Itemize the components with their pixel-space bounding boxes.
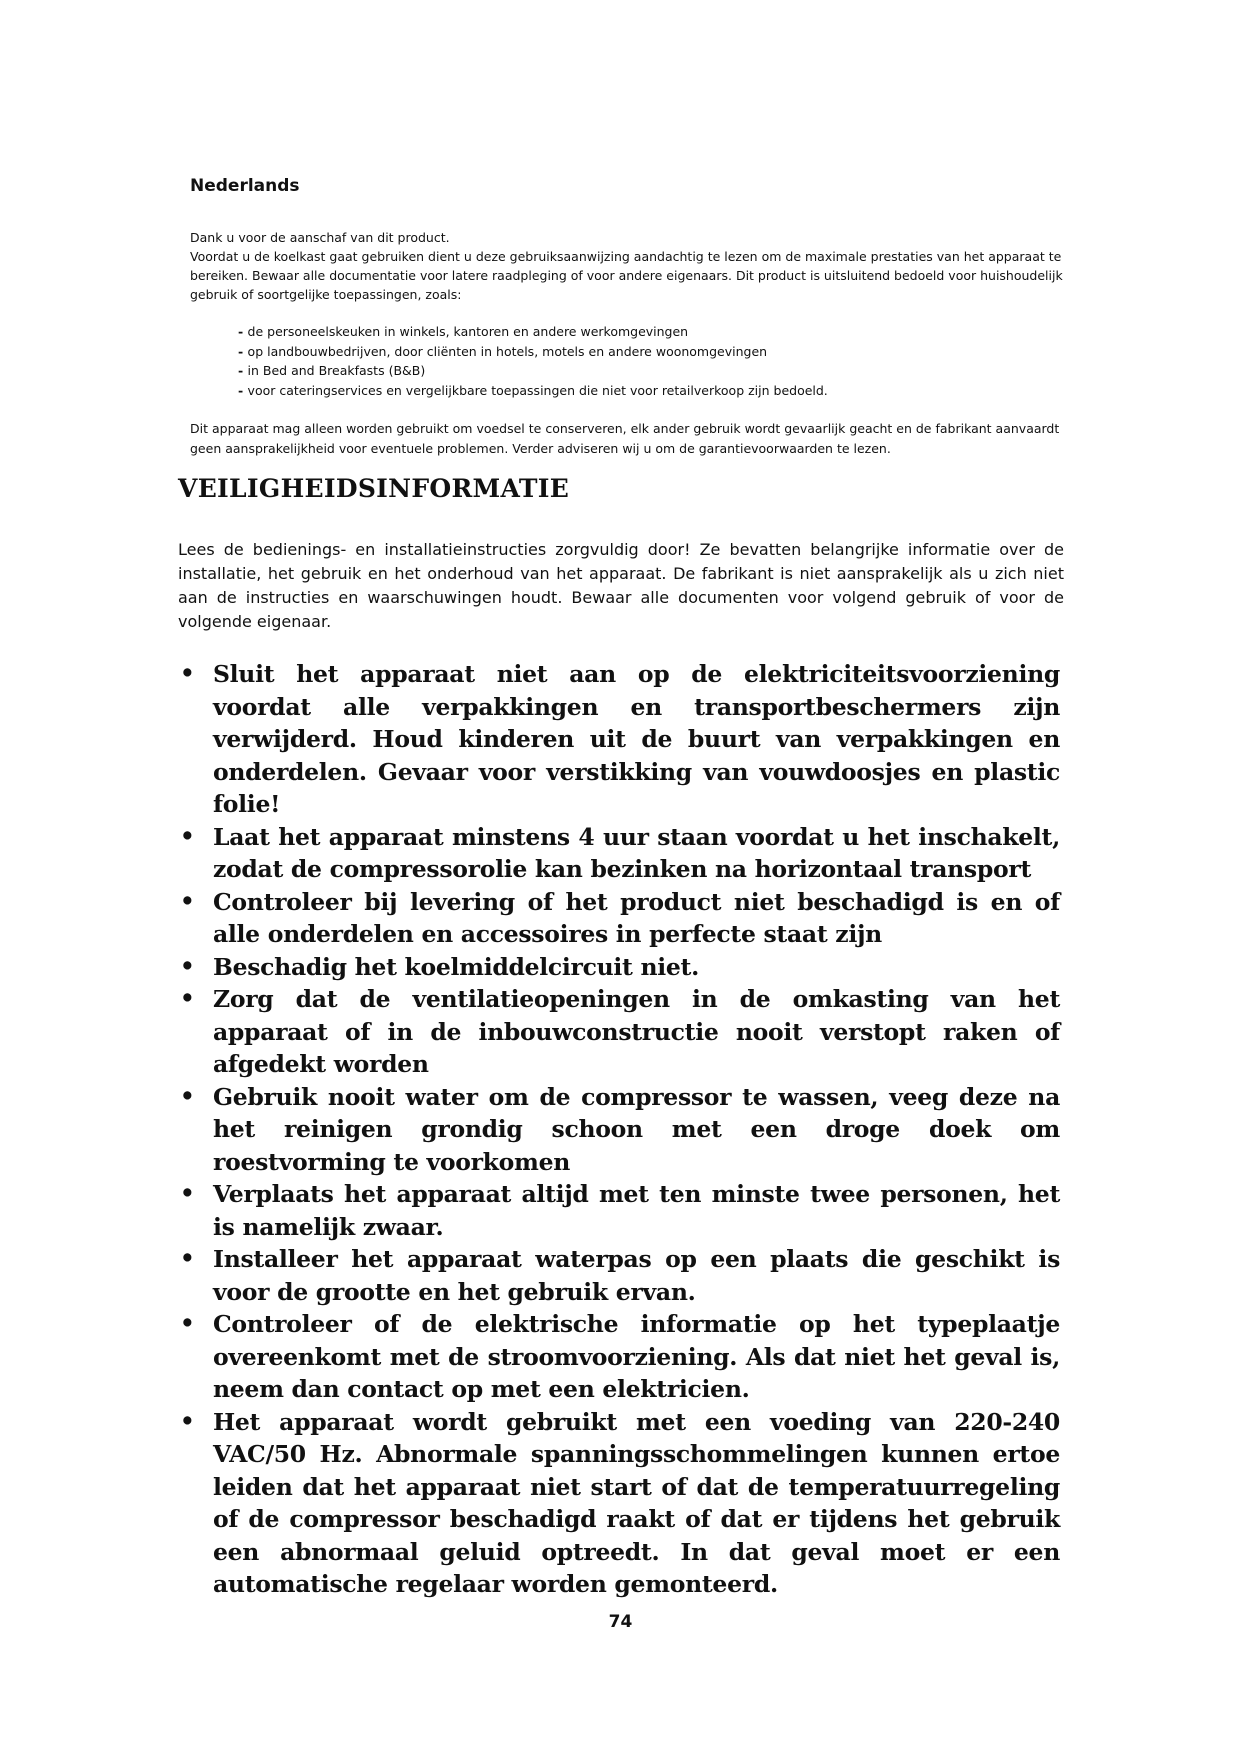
safety-item-text: Het apparaat wordt gebruikt met een voeding van 220-240 VAC/50 Hz. Abnormale spanningsschommelingen kunnen ertoe leiden dat het apparaat niet start of dat de temperatuurregeling of de compressor beschadigd raakt of dat er tijdens het gebruik een abnormaal geluid optreedt. In dat geval moet er een automatische regelaar worden gemonteerd.: [213, 1407, 1060, 1598]
intended-use-item: - de personeelskeuken in winkels, kantoren en andere werkomgevingen: [238, 322, 828, 342]
safety-item: [178, 951, 1060, 984]
bullet-icon: •: [180, 1310, 195, 1337]
bullet-icon: •: [180, 1180, 195, 1207]
safety-item: [178, 886, 1060, 951]
safety-item-text: Laat het apparaat minstens 4 uur staan voordat u het inschakelt, zodat de compressorolie kan bezinken na horizontaal transport: [213, 822, 1060, 883]
bullet-icon: •: [180, 660, 195, 687]
safety-item-text: Sluit het apparaat niet aan op de elektriciteitsvoorziening voordat alle verpakkingen en transportbeschermers zijn verwijderd. Houd kinderen uit de buurt van verpakkingen en onderdelen. Gevaar voor verstikking van vouwdoosjes en plastic folie!: [213, 660, 1060, 818]
safety-item: [178, 983, 1060, 1081]
safety-item-text: Controleer bij levering of het product niet beschadigd is en of alle onderdelen en accessoires in perfecte staat zijn: [213, 887, 1060, 948]
safety-item: [178, 821, 1060, 886]
lead-paragraph: Lees de bedienings- en installatieinstructies zorgvuldig door! Ze bevatten belangrijke informatie over de installatie, het gebruik en het onderhoud van het apparaat. De fabrikant is niet aansprakelijk als u zich niet aan de instructies en waarschuwingen houdt. Bewaar alle documenten voor volgend gebruik of voor de volgende eigenaar.: [178, 540, 1064, 631]
safety-item-text: Controleer of de elektrische informatie op het typeplaatje overeenkomt met de stroomvoorziening. Als dat niet het geval is, neem dan contact op met een elektricien.: [213, 1310, 1060, 1403]
bullet-icon: •: [180, 952, 195, 980]
intro-instructions: Voordat u de koelkast gaat gebruiken dient u deze gebruiksaanwijzing aandachtig te lezen om de maximale prestaties van het apparaat te bereiken. Bewaar alle documentatie voor latere raadpleging of voor andere eigenaars. Dit product is uitsluitend bedoeld voor huishoudelijk gebruik of soortgelijke toepassingen, zoals:: [190, 249, 1063, 302]
intended-use-list: [238, 322, 828, 400]
intended-use-item: - op landbouwbedrijven, door cliënten in hotels, motels en andere woonomgevingen: [238, 342, 828, 362]
safety-item-text: Installeer het apparaat waterpas op een plaats die geschikt is voor de grootte en het gebruik ervan.: [213, 1245, 1060, 1306]
safety-item: [178, 1406, 1060, 1601]
bullet-icon: •: [180, 985, 195, 1012]
intro-text: [190, 228, 1070, 304]
section-heading: VEILIGHEIDSINFORMATIE: [178, 474, 570, 503]
bullet-icon: •: [180, 1407, 195, 1435]
bullet-icon: •: [180, 887, 195, 915]
intended-use-item: - voor cateringservices en vergelijkbare toepassingen die niet voor retailverkoop zijn bedoeld.: [238, 381, 828, 401]
safety-item-text: Verplaats het apparaat altijd met ten minste twee personen, het is namelijk zwaar.: [213, 1180, 1060, 1241]
safety-item: [178, 1243, 1060, 1308]
bullet-icon: •: [180, 1245, 195, 1272]
intended-use-item: - in Bed and Breakfasts (B&B): [238, 361, 828, 381]
safety-item: [178, 1081, 1060, 1179]
safety-item-text: Beschadig het koelmiddelcircuit niet.: [213, 952, 699, 981]
bullet-icon: •: [180, 1082, 195, 1110]
bullet-icon: •: [180, 822, 195, 850]
page-number: 74: [608, 1612, 633, 1632]
language-label: Nederlands: [190, 176, 300, 196]
safety-list: [178, 658, 1060, 1601]
intro-thanks: Dank u voor de aanschaf van dit product.: [190, 230, 450, 245]
safety-item-text: Gebruik nooit water om de compressor te wassen, veeg deze na het reinigen grondig schoon met een droge doek om roestvorming te voorkomen: [213, 1082, 1060, 1176]
safety-item: [178, 1308, 1060, 1406]
disclaimer-text: Dit apparaat mag alleen worden gebruikt om voedsel te conserveren, elk ander gebruik wordt gevaarlijk geacht en de fabrikant aanvaardt geen aansprakelijkheid voor eventuele problemen. Verder adviseren wij u om de garantievoorwaarden te lezen.: [190, 421, 1060, 456]
safety-item-text: Zorg dat de ventilatieopeningen in de omkasting van het apparaat of in de inbouwconstructie nooit verstopt raken of afgedekt worden: [213, 985, 1060, 1078]
safety-item: [178, 658, 1060, 821]
safety-item: [178, 1178, 1060, 1243]
